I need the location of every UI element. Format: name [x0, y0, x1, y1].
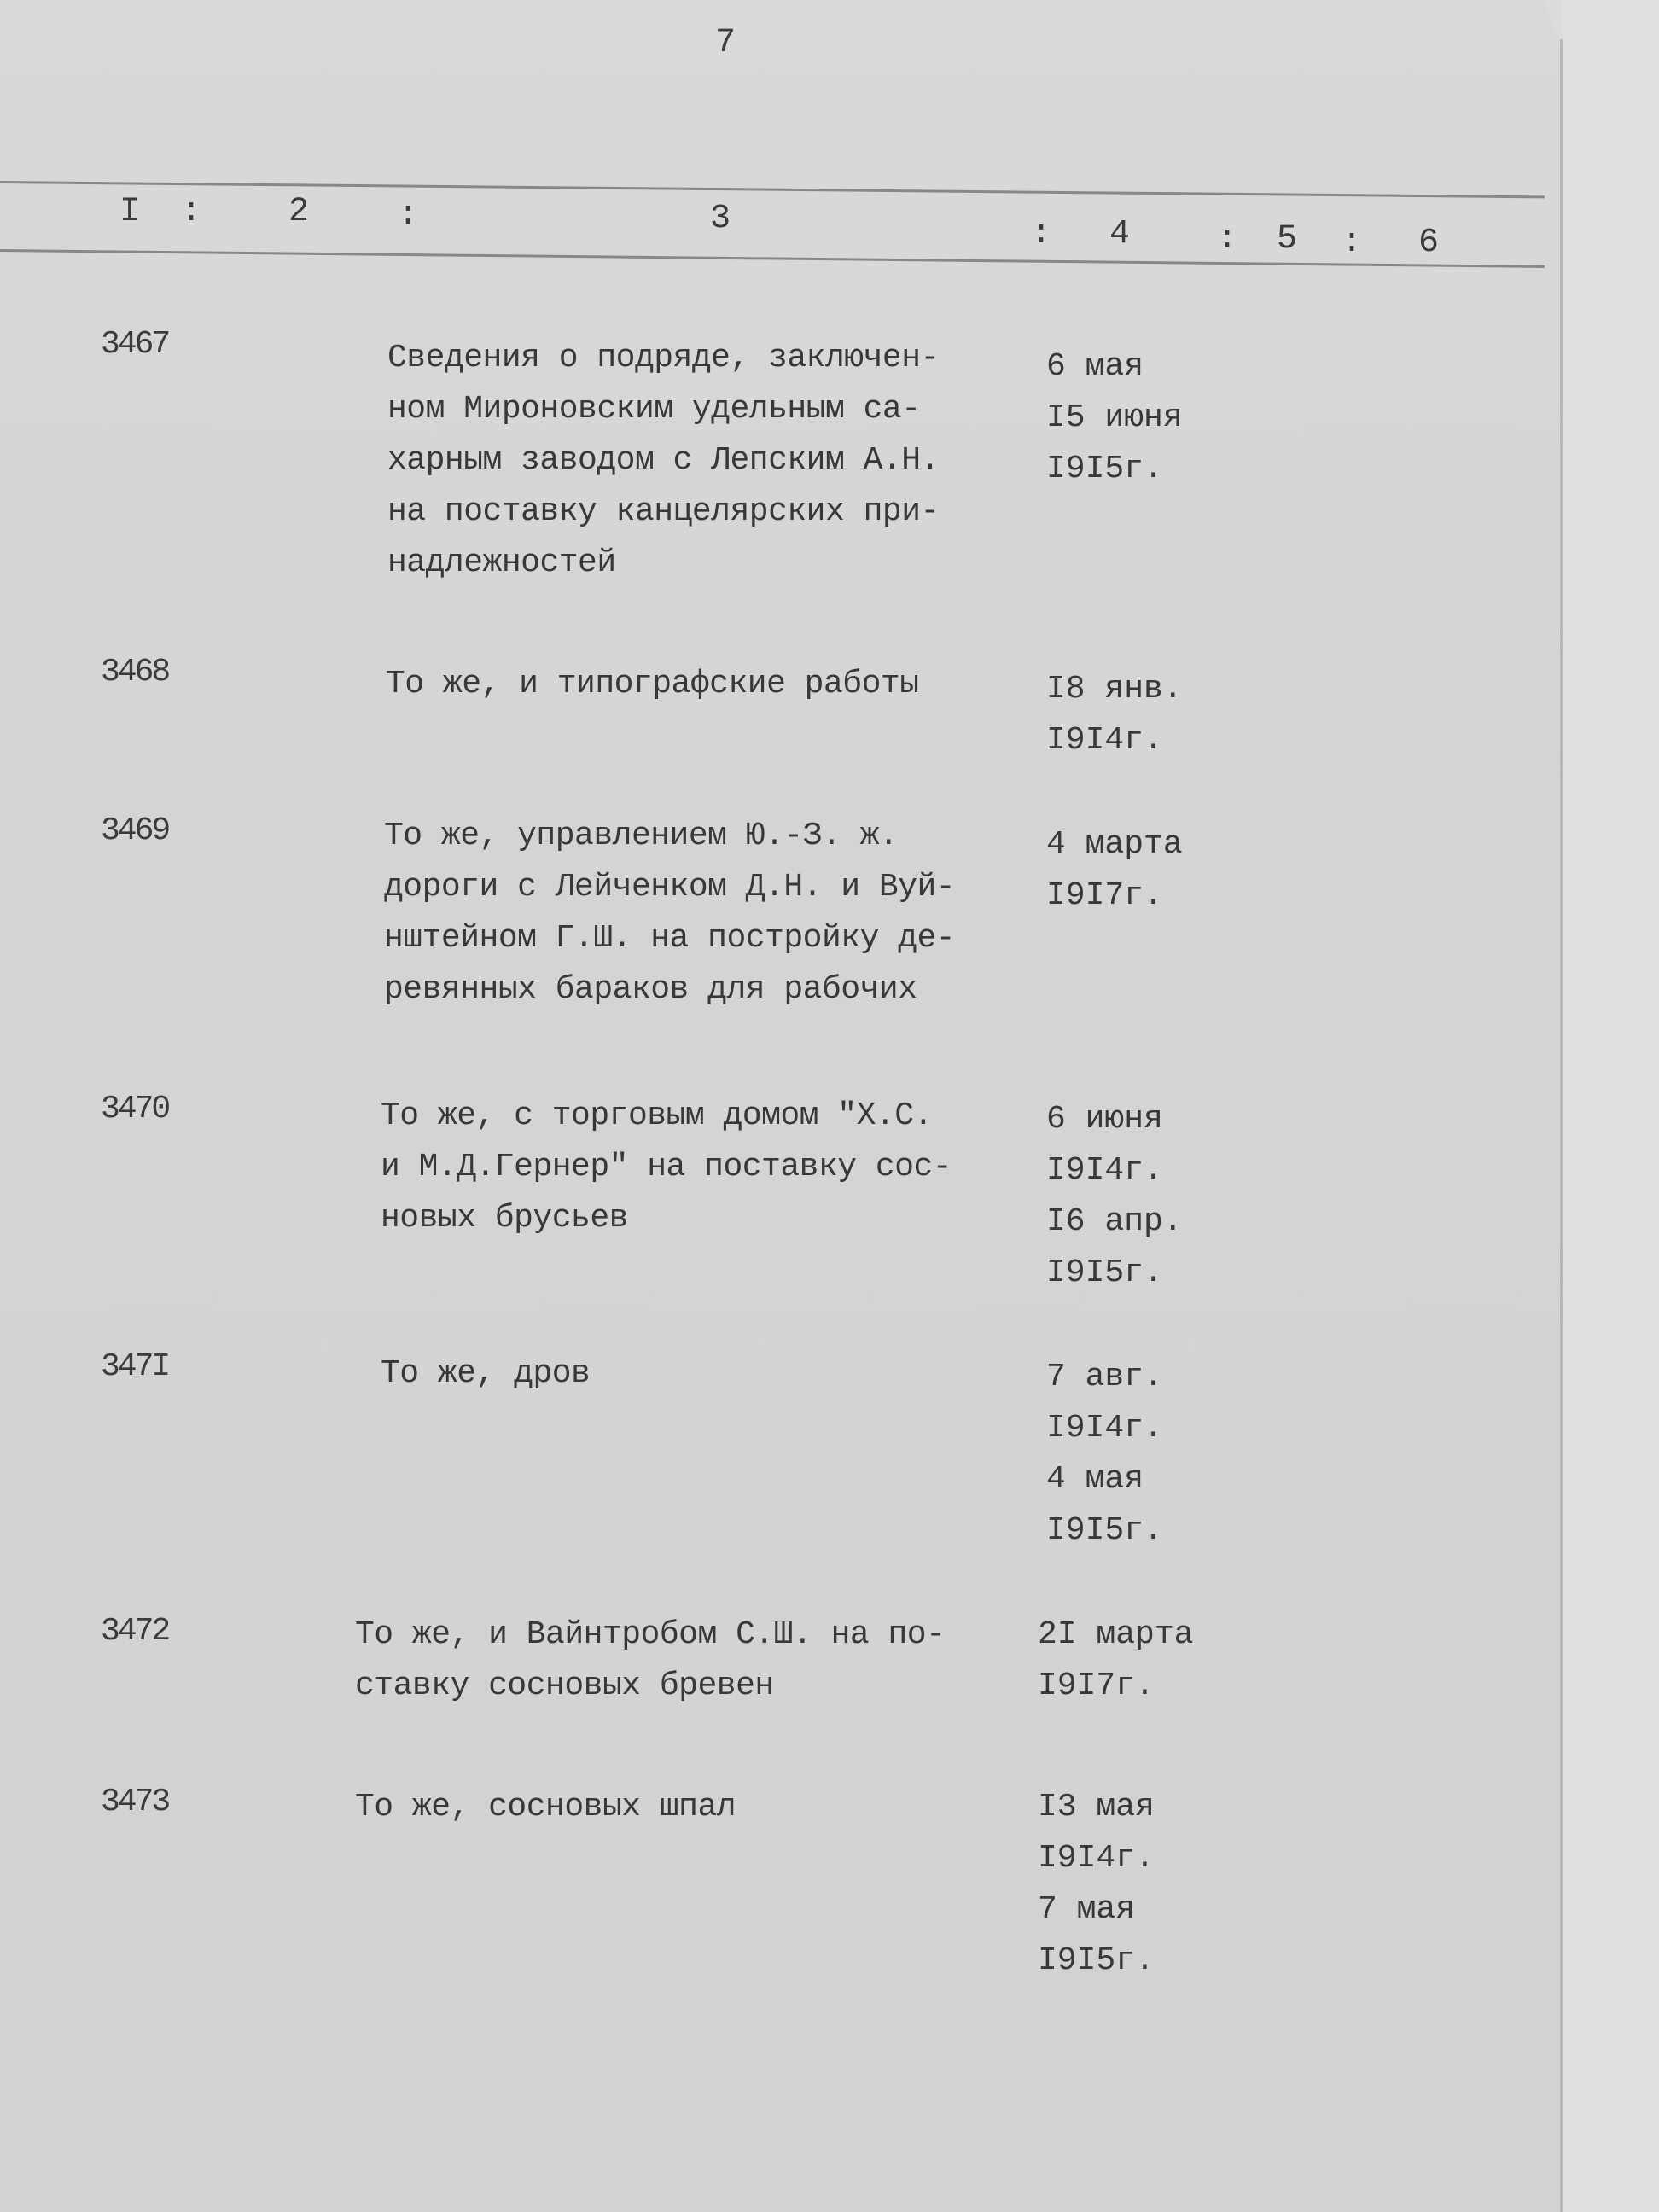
column-header-2: 2 [288, 193, 310, 231]
date-line: I9I4г. [1046, 1152, 1163, 1189]
column-header-4: 4 [1109, 215, 1131, 253]
column-header-5: 5 [1277, 220, 1298, 259]
description-line: ставку сосновых бревен [355, 1668, 774, 1704]
date-line: I9I4г. [1046, 1410, 1163, 1447]
entry-number: 3473 [101, 1784, 169, 1820]
entry-dates [1046, 341, 1183, 495]
column-header-3: 3 [710, 200, 731, 238]
description-line: дороги с Лейченком Д.Н. и Вуй- [384, 869, 956, 905]
column-separator: : [1031, 215, 1052, 253]
date-line: I9I5г. [1046, 1512, 1163, 1549]
entry-dates [1046, 1094, 1183, 1299]
entry-description [381, 1348, 1029, 1400]
header-rule-top [0, 181, 1545, 198]
date-line: 6 мая [1046, 348, 1144, 385]
description-line: и М.Д.Гернер" на поставку сос- [381, 1149, 952, 1185]
entry-description [355, 1782, 1004, 1833]
entry-dates [1038, 1610, 1193, 1712]
column-separator: : [1342, 224, 1363, 262]
description-line: харным заводом с Лепским А.Н. [387, 442, 940, 479]
date-line: I9I7г. [1046, 877, 1163, 914]
description-line: новых брусьев [381, 1200, 628, 1237]
entry-number: 3469 [101, 812, 169, 849]
entry-number: 3467 [101, 326, 169, 363]
date-line: I9I7г. [1038, 1668, 1155, 1704]
date-line: I9I4г. [1046, 722, 1163, 759]
page-number: 7 [715, 24, 736, 62]
column-separator: : [181, 193, 202, 231]
description-line: То же, сосновых шпал [355, 1789, 736, 1825]
date-line: I9I4г. [1038, 1840, 1155, 1877]
date-line: I9I5г. [1046, 451, 1163, 487]
date-line: 7 мая [1038, 1891, 1136, 1928]
column-header-1: I [119, 193, 141, 231]
description-line: нштейном Г.Ш. на постройку де- [384, 920, 956, 957]
description-line: То же, и Вайнтробом С.Ш. на по- [355, 1616, 946, 1653]
date-line: I6 апр. [1046, 1203, 1183, 1240]
date-line: 4 мая [1046, 1461, 1144, 1498]
date-line: 7 авг. [1046, 1359, 1163, 1395]
date-line: 2I марта [1038, 1616, 1194, 1653]
date-line: I9I5г. [1046, 1254, 1163, 1291]
entry-number: 3472 [101, 1613, 169, 1650]
description-line: То же, дров [381, 1355, 591, 1392]
description-line: ревянных бараков для рабочих [384, 971, 917, 1008]
description-line: надлежностей [387, 544, 616, 581]
date-line: I5 июня [1046, 399, 1183, 436]
description-line: То же, и типографские работы [386, 666, 919, 702]
entry-number: 347I [101, 1348, 169, 1385]
entry-dates [1046, 819, 1183, 922]
entry-dates [1038, 1782, 1155, 1987]
entry-description [355, 1610, 1004, 1712]
entry-description [384, 811, 1033, 1016]
column-header-6: 6 [1418, 224, 1440, 262]
description-line: ном Мироновским удельным са- [387, 391, 921, 428]
date-line: I8 янв. [1046, 671, 1183, 707]
date-line: 4 марта [1046, 826, 1183, 863]
entry-description [387, 333, 1036, 589]
entry-number: 3468 [101, 654, 169, 690]
date-line: I9I5г. [1038, 1942, 1155, 1979]
description-line: То же, с торговым домом "Х.С. [381, 1097, 933, 1134]
entry-dates [1046, 664, 1183, 766]
entry-description [381, 1091, 1029, 1244]
background-margin [1563, 0, 1659, 2212]
column-separator: : [1217, 220, 1238, 259]
entry-dates [1046, 1352, 1163, 1557]
header-rule-bottom [0, 249, 1545, 268]
date-line: 6 июня [1046, 1101, 1163, 1138]
entry-description [386, 659, 1034, 710]
entry-number: 3470 [101, 1091, 169, 1127]
description-line: Сведения о подряде, заключен- [387, 340, 940, 376]
description-line: на поставку канцелярских при- [387, 493, 940, 530]
description-line: То же, управлением Ю.-З. ж. [384, 818, 899, 854]
date-line: I3 мая [1038, 1789, 1155, 1825]
column-separator: : [398, 196, 419, 235]
